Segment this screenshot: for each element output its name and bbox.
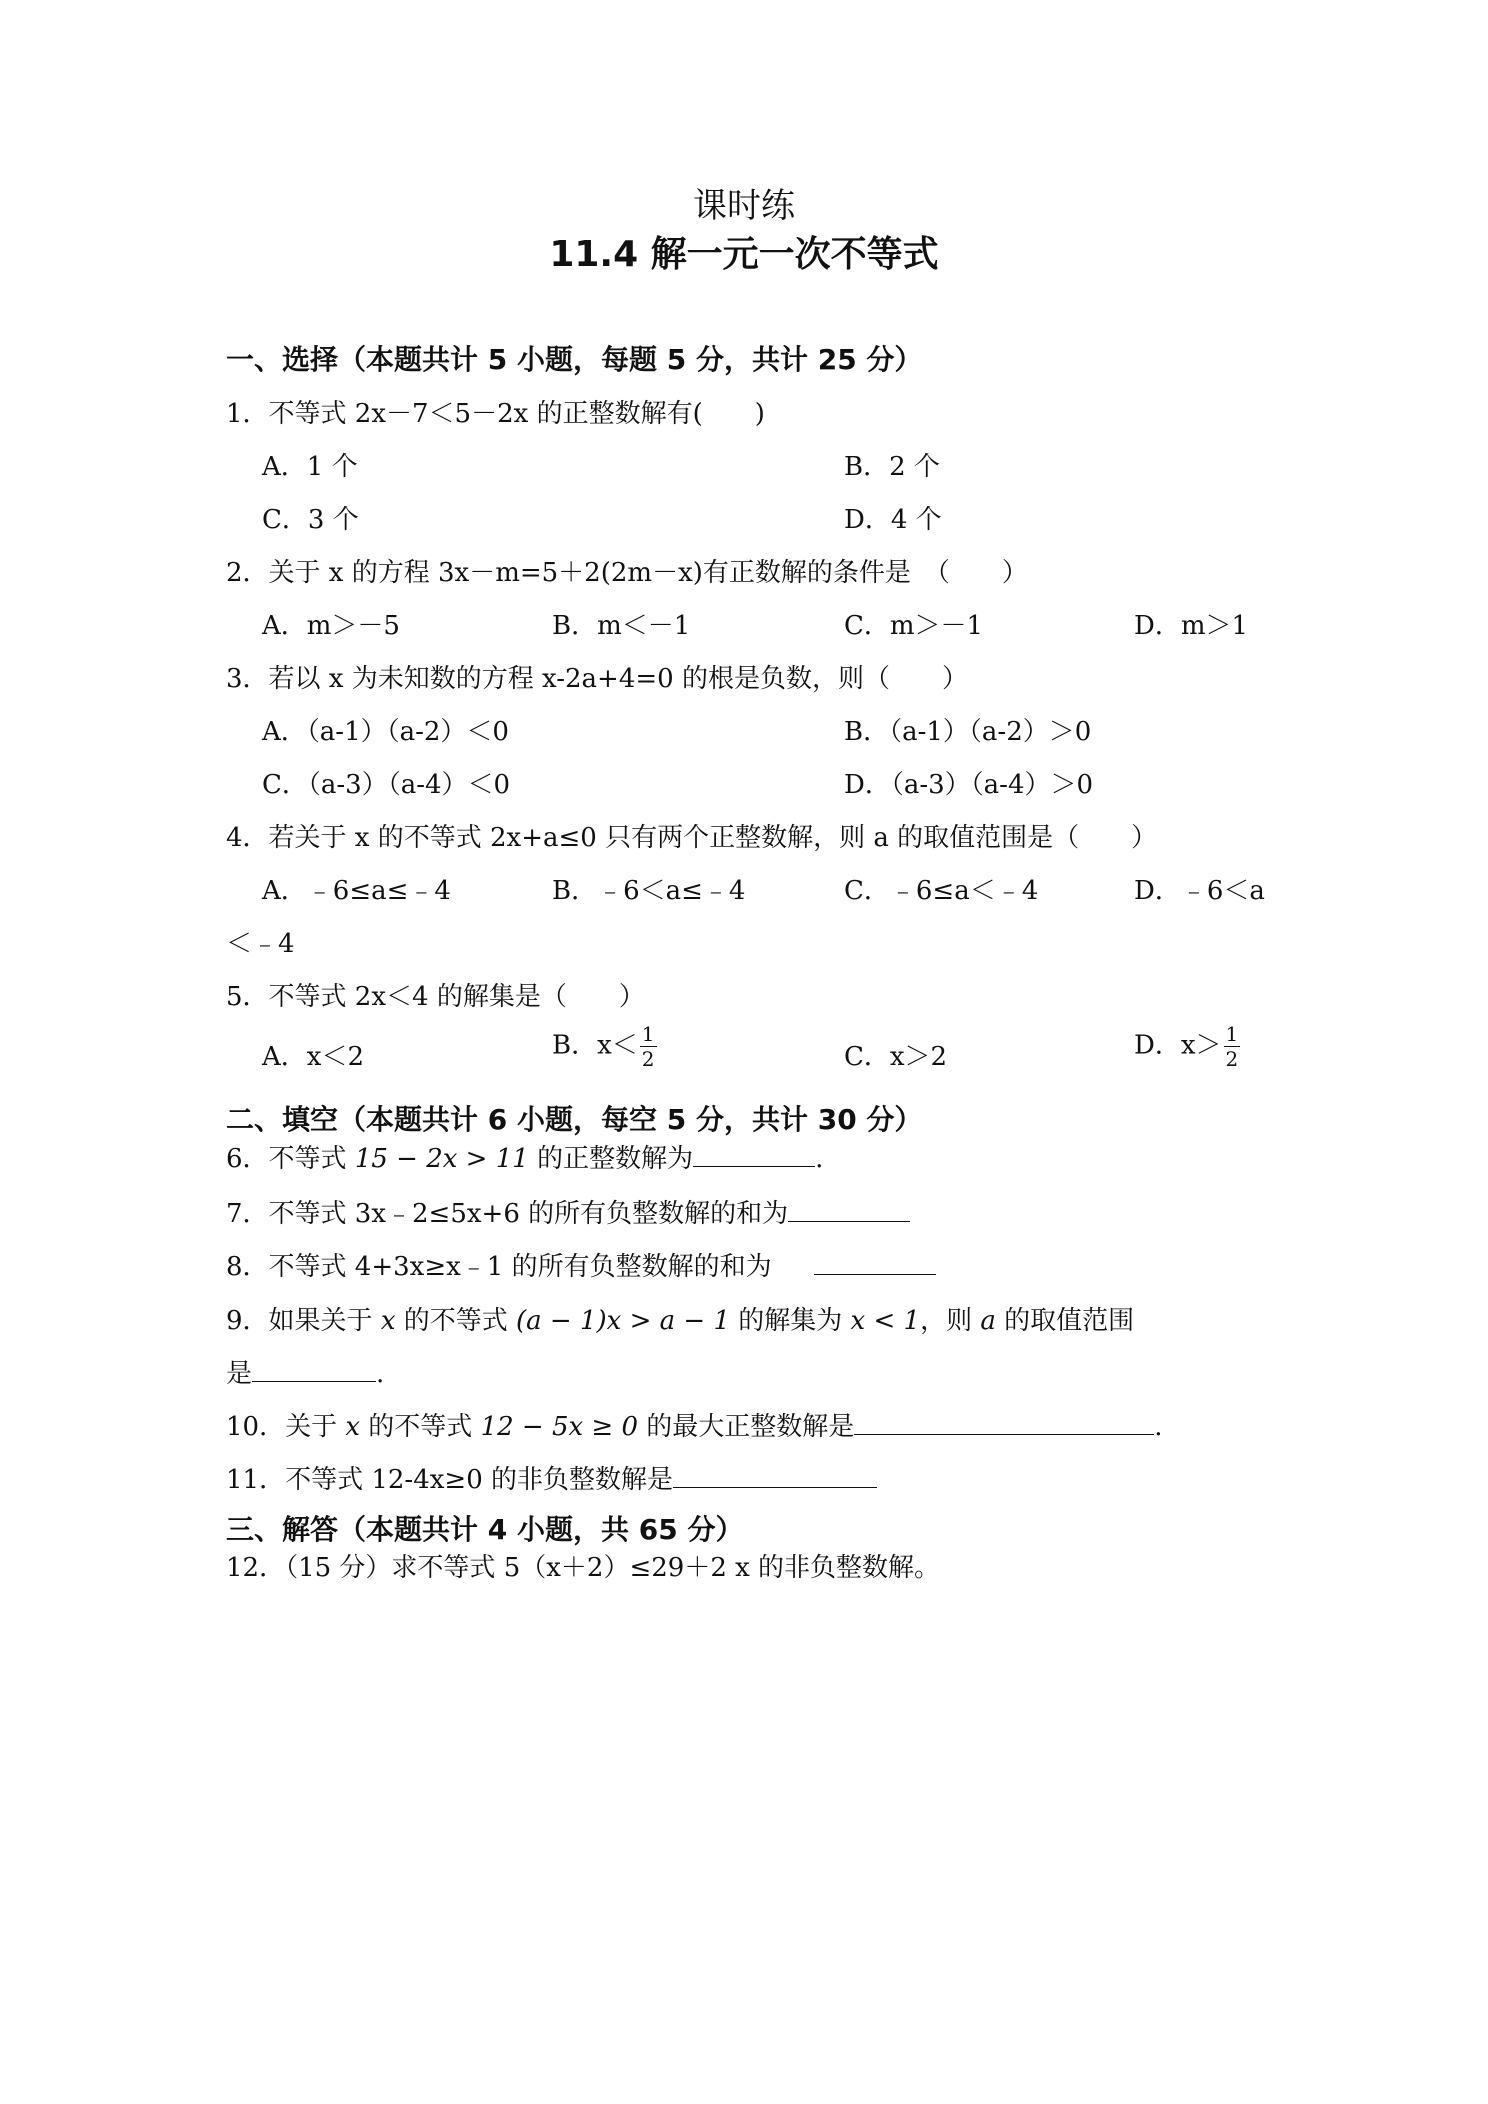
q4-option-c: C．﹣6≤a＜﹣4 — [844, 876, 1039, 906]
q4-option-d: D．﹣6＜a — [1134, 876, 1265, 906]
q3-option-d: D．（a-3）（a-4）＞0 — [844, 770, 1094, 800]
question-5: 5．不等式 2x＜4 的解集是（ ） — [226, 982, 645, 1012]
question-9: 9．如果关于 x 的不等式 (a − 1)x > a − 1 的解集为 x < 1，则 a 的取值范围 — [226, 1306, 1135, 1336]
q3-option-b: B．（a-1）（a-2）＞0 — [844, 717, 1092, 747]
q2-option-d: D．m＞1 — [1134, 611, 1249, 641]
q5-option-a: A．x＜2 — [262, 1042, 364, 1072]
question-1: 1．不等式 2x－7＜5－2x 的正整数解有( ) — [226, 399, 765, 429]
answer-blank[interactable] — [673, 1465, 877, 1488]
section-heading-fill: 二、填空（本题共计 6 小题，每空 5 分，共计 30 分） — [226, 1103, 923, 1136]
q2-option-a: A．m＞－5 — [262, 611, 400, 641]
q1-option-d: D．4 个 — [844, 505, 942, 535]
question-2: 2．关于 x 的方程 3x－m=5＋2(2m－x)有正数解的条件是 （ ） — [226, 558, 1028, 588]
answer-blank[interactable] — [693, 1144, 815, 1167]
answer-blank[interactable] — [788, 1199, 910, 1222]
question-7: 7．不等式 3x﹣2≤5x+6 的所有负整数解的和为 — [226, 1193, 910, 1230]
answer-blank[interactable] — [854, 1412, 1154, 1435]
page-title: 11.4 解一元一次不等式 — [549, 234, 939, 275]
page-subtitle: 课时练 — [693, 186, 795, 226]
q1-option-c: C．3 个 — [262, 505, 359, 535]
q5-option-d: D．x＞ $\frac{1}{2}$ — [1134, 1022, 1239, 1071]
q5-option-b: B．x＜ $\frac{1}{2}$ — [552, 1022, 655, 1071]
question-4: 4．若关于 x 的不等式 2x+a≤0 只有两个正整数解，则 a 的取值范围是（ ） — [226, 823, 1158, 853]
q3-option-a: A．（a-1）（a-2）＜0 — [262, 717, 509, 747]
q5-option-c: C．x＞2 — [844, 1042, 948, 1072]
question-10: 10．关于 x 的不等式 12 − 5x ≥ 0 的最大正整数解是 . — [226, 1412, 1163, 1442]
answer-blank[interactable] — [252, 1359, 376, 1382]
q1-option-a: A．1 个 — [262, 452, 358, 482]
q4-option-a: A．﹣6≤a≤﹣4 — [262, 876, 451, 906]
q4-option-b: B．﹣6＜a≤﹣4 — [552, 876, 746, 906]
fraction-one-half: $\frac{1}{2}$ — [641, 1022, 655, 1071]
question-11: 11．不等式 12-4x≥0 的非负整数解是 — [226, 1459, 877, 1496]
question-3: 3．若以 x 为未知数的方程 x-2a+4=0 的根是负数，则（ ） — [226, 664, 968, 694]
question-12: 12．（15 分）求不等式 5（x＋2）≤29＋2 x 的非负整数解。 — [226, 1553, 941, 1583]
question-9-line-2: 是 . — [226, 1359, 385, 1389]
fraction-one-half: $\frac{1}{2}$ — [1225, 1022, 1239, 1071]
question-6: 6．不等式 15 − 2x > 11 的正整数解为 . — [226, 1144, 824, 1174]
q2-option-b: B．m＜－1 — [552, 611, 691, 641]
q6-math: 15 − 2x > 11 — [354, 1144, 529, 1174]
section-heading-choice: 一、选择（本题共计 5 小题，每题 5 分，共计 25 分） — [226, 343, 923, 376]
q2-option-c: C．m＞－1 — [844, 611, 984, 641]
answer-blank[interactable] — [814, 1252, 936, 1275]
q3-option-c: C．（a-3）（a-4）＜0 — [262, 770, 511, 800]
section-heading-answer: 三、解答（本题共计 4 小题，共 65 分） — [226, 1513, 744, 1546]
q4-option-d-continued: ＜﹣4 — [226, 929, 295, 959]
q1-option-b: B．2 个 — [844, 452, 940, 482]
question-8: 8．不等式 4+3x≥x﹣1 的所有负整数解的和为 — [226, 1246, 936, 1283]
